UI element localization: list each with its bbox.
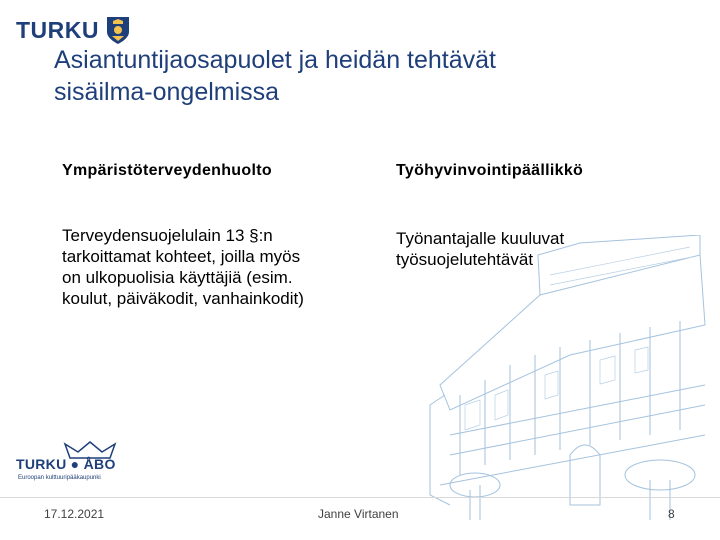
turku-logo [16, 15, 131, 45]
page-number: 8 [668, 507, 675, 521]
turku-crest-icon [105, 15, 131, 45]
slide-title [54, 44, 654, 108]
turku-wordmark: TURKU [16, 16, 99, 43]
footer-divider [0, 497, 720, 498]
turku-abo-wordmark: TURKU ● ÅBO [16, 456, 116, 472]
footer-date: 17.12.2021 [44, 507, 105, 521]
left-column-heading: Ympäristöterveydenhuolto [62, 162, 272, 179]
slide-title-line-2: sisäilma-ongelmissa [54, 78, 280, 106]
turku-abo-logo [10, 440, 130, 486]
building-illustration [420, 235, 710, 525]
footer-author: Janne Virtanen [318, 507, 399, 521]
turku-abo-subtitle: Euroopan kulttuuripääkaupunki [18, 475, 101, 481]
slide-title-line-1: Asiantuntijaosapuolet ja heidän tehtävät [54, 46, 496, 74]
left-column-body: Terveydensuojelulain 13 §:n tarkoittamat kohteet, joilla myös on ulkopuolisia käyttäjiä (esim. koulut, päiväkodit, vanhainkodit) [62, 226, 304, 308]
right-column-heading: Työhyvinvointipäällikkö [396, 162, 584, 179]
right-column-body: Työnantajalle kuuluvat työsuojelutehtävät [396, 229, 565, 269]
